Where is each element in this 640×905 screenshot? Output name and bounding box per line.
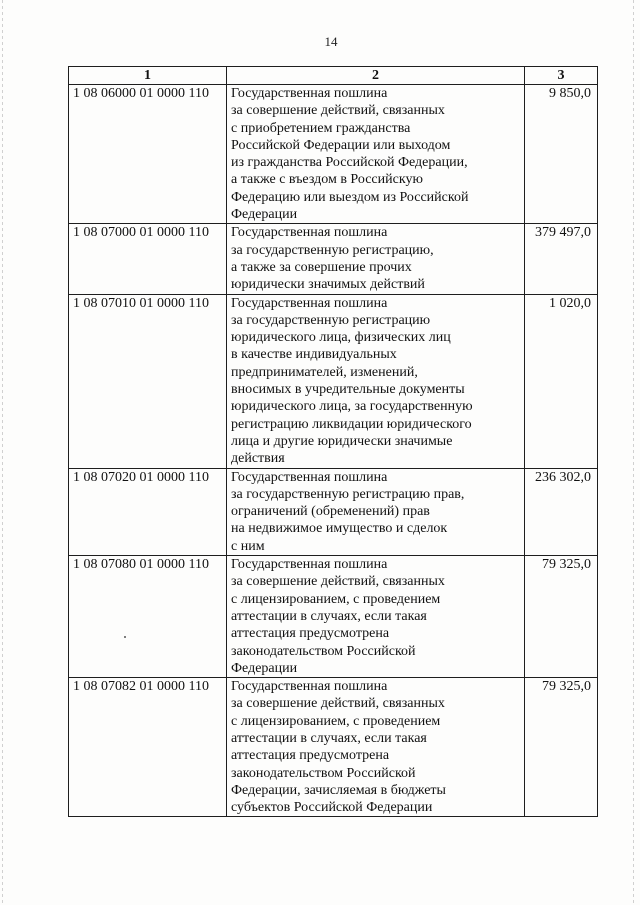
page-number: 14 xyxy=(324,34,338,49)
table-row xyxy=(69,224,598,294)
table-row xyxy=(69,468,598,555)
amount-value: 1 020,0 xyxy=(525,294,598,468)
table-body xyxy=(69,85,598,817)
table-row xyxy=(69,556,598,678)
classification-code: 1 08 06000 01 0000 110 xyxy=(69,85,227,224)
table-row xyxy=(69,294,598,468)
amount-value: 379 497,0 xyxy=(525,224,598,294)
classification-code: 1 08 07080 01 0000 110 xyxy=(69,556,227,678)
amount-value: 9 850,0 xyxy=(525,85,598,224)
table-header xyxy=(69,67,598,85)
income-description: Государственная пошлина за совершение действий, связанных с лицензированием, с проведением аттестации в случаях, если такая аттестация предусмотрена законодательством Российской Федерации xyxy=(227,556,525,678)
classification-code: 1 08 07000 01 0000 110 xyxy=(69,224,227,294)
scan-edge-left xyxy=(2,0,3,905)
amount-value: 236 302,0 xyxy=(525,468,598,555)
header-row xyxy=(69,67,598,85)
header-cell-3: 3 xyxy=(525,67,598,85)
header-cell-2: 2 xyxy=(227,67,525,85)
amount-value: 79 325,0 xyxy=(525,556,598,678)
table-row xyxy=(69,678,598,817)
income-description: Государственная пошлина за государственную регистрацию прав, ограничений (обременений) прав на недвижимое имущество и сделок с ним xyxy=(227,468,525,555)
income-description: Государственная пошлина за государственную регистрацию, а также за совершение прочих юридически значимых действий xyxy=(227,224,525,294)
income-description: Государственная пошлина за совершение действий, связанных с приобретением гражданства Российской Федерации или выходом из гражданства Российской Федерации, а также с въездом в Российскую Федерацию или выездом из Российской Федерации xyxy=(227,85,525,224)
classification-code: 1 08 07010 01 0000 110 xyxy=(69,294,227,468)
classification-code: 1 08 07020 01 0000 110 xyxy=(69,468,227,555)
header-cell-1: 1 xyxy=(69,67,227,85)
classification-code: 1 08 07082 01 0000 110 xyxy=(69,678,227,817)
income-description: Государственная пошлина за совершение действий, связанных с лицензированием, с проведением аттестации в случаях, если такая аттестация предусмотрена законодательством Российской Федерации, зачисляемая в бюджеты субъектов Российской Федерации xyxy=(227,678,525,817)
table-row xyxy=(69,85,598,224)
income-description: Государственная пошлина за государственную регистрацию юридического лица, физических лиц в качестве индивидуальных предпринимателей, изменений, вносимых в учредительные документы юридического лица, за государственную регистрацию ликвидации юридического лица и другие юридически значимые действия xyxy=(227,294,525,468)
amount-value: 79 325,0 xyxy=(525,678,598,817)
scan-edge-right xyxy=(633,0,634,905)
budget-table xyxy=(68,66,598,817)
